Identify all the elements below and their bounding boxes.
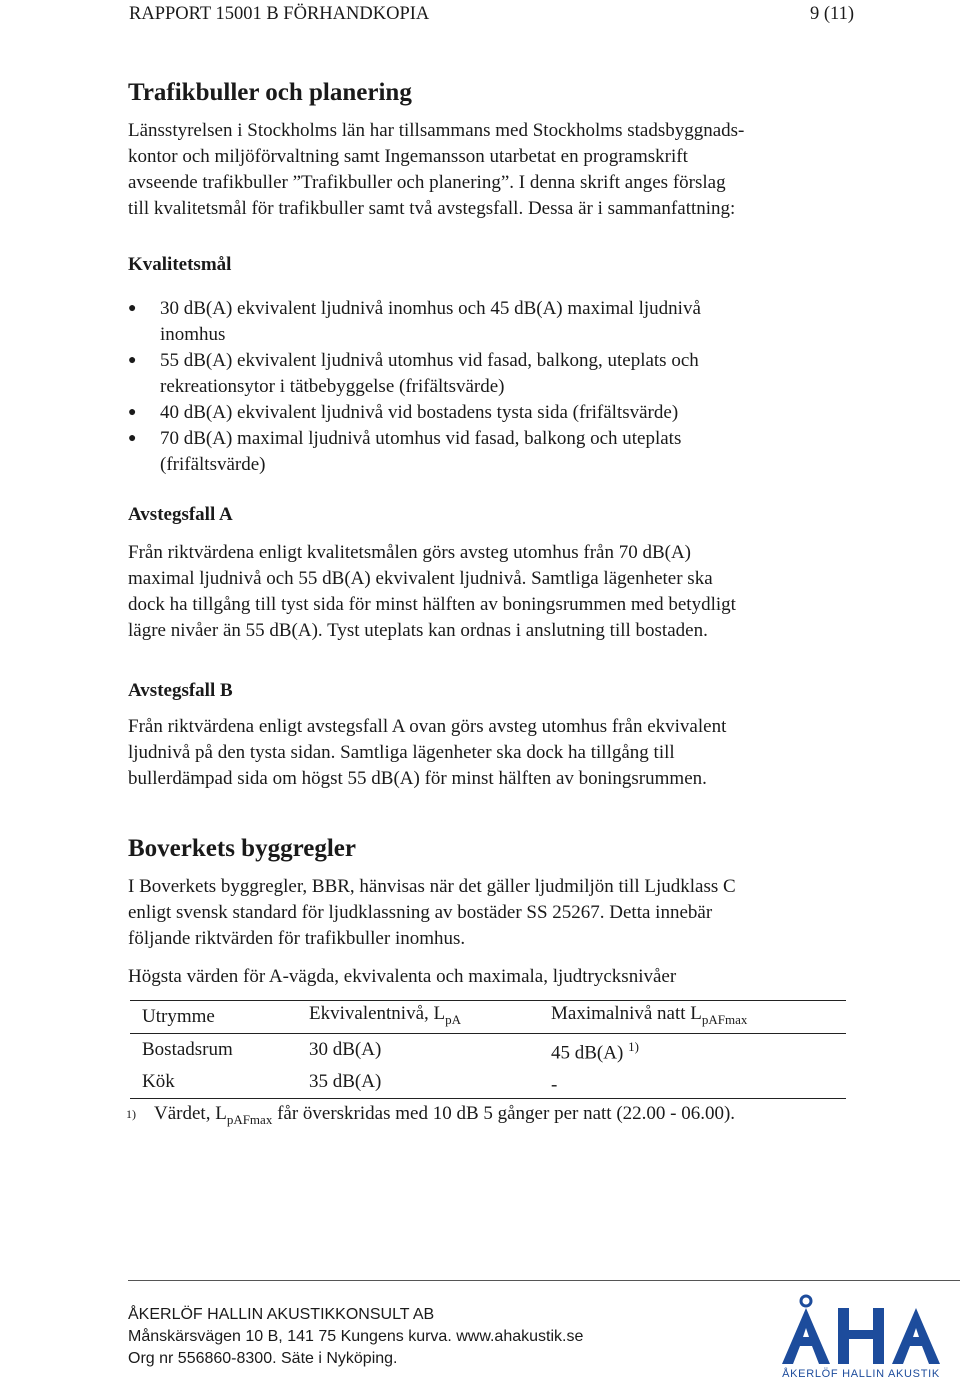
subheading-kvalitetsmal: Kvalitetsmål [128, 254, 232, 275]
intro-line: Länsstyrelsen i Stockholms län har tillsammans med Stockholms stadsbyggnads- [128, 120, 745, 141]
kvalitetsmal-list [128, 296, 858, 478]
table-row [130, 1033, 846, 1066]
aha-logo [766, 1292, 956, 1382]
cell-eq: 30 dB(A) [309, 1038, 382, 1060]
aha-logo-icon [766, 1292, 956, 1368]
avstegsfall-a-paragraph: Från riktvärdena enligt kvalitetsmålen görs avsteg utomhus från 70 dB(A) maximal ljudnivå och 55 dB(A) ekvivalent ljudnivå. Samtliga lägenheter ska dock ha tillgång till tyst sida för minst hälften av boningsrummen med betydligt lägre nivåer än 55 dB(A). Tyst uteplats kan ordnas i anslutning till bostaden. [128, 542, 736, 641]
company-org: Org nr 556860-8300. Säte i Nyköping. [128, 1350, 398, 1367]
cell-max: - [551, 1074, 558, 1096]
page-header [0, 4, 960, 28]
list-item: ● 30 dB(A) ekvivalent ljudnivå inomhus och 45 dB(A) maximal ljudnivå inomhus [128, 298, 701, 345]
logo-wordmark: ÅKERLÖF HALLIN AKUSTIK [782, 1368, 940, 1380]
avstegsfall-b-paragraph: Från riktvärdena enligt avstegsfall A ovan görs avsteg utomhus från ekvivalent ljudnivå på den tysta sidan. Samtliga lägenheter ska dock ha tillgång till bullerdämpad sida om högst 55 dB(A) för minst hälften av boningsrummen. [128, 716, 727, 789]
list-item: ● 70 dB(A) maximal ljudnivå utomhus vid fasad, balkong och uteplats (frifältsvärde) [128, 428, 682, 475]
column-header-maximal: Maximalnivå natt $L_{pAFmax}$ [551, 1003, 748, 1027]
page-content [128, 76, 858, 1133]
intro-line: kontor och miljöförvaltning samt Ingemansson utarbetat en programskrift [128, 146, 688, 167]
section-heading-trafikbuller: Trafikbuller och planering [128, 79, 412, 106]
bullet-icon: ● [128, 405, 137, 420]
table-footnote: $^{1)}$ Värdet, $L_{pAFmax}$ får överskridas med 10 dB 5 gånger per natt (22.00 - 06.00). [126, 1103, 736, 1128]
bullet-icon: ● [128, 353, 137, 368]
report-title: RAPPORT 15001 B FÖRHANDKOPIA [129, 4, 430, 24]
bullet-icon: ● [128, 301, 137, 316]
subheading-avstegsfall-a: Avstegsfall A [128, 504, 233, 525]
cell-room: Bostadsrum [142, 1038, 233, 1060]
column-header-utrymme: Utrymme [142, 1005, 215, 1027]
company-name: ÅKERLÖF HALLIN AKUSTIKKONSULT AB [128, 1306, 435, 1323]
subheading-avstegsfall-b: Avstegsfall B [128, 680, 233, 701]
list-item: ● 55 dB(A) ekvivalent ljudnivå utomhus vid fasad, balkong, uteplats och rekreationsytor i tätbebyggelse (frifältsvärde) [128, 350, 699, 397]
boverket-paragraph: I Boverkets byggregler, BBR, hänvisas när det gäller ljudmiljön till Ljudklass C enligt svensk standard för ljudklassning av bostäder SS 25267. Detta innebär följande riktvärden för trafikbuller inomhus. [128, 876, 736, 949]
footnote-mark: 1) [126, 1107, 136, 1122]
noise-level-table [130, 1000, 846, 1099]
page-number: 9 (11) [809, 4, 854, 24]
intro-paragraph [128, 118, 858, 222]
cell-max: 45 dB(A) $^{1)}$ [551, 1038, 639, 1064]
section-heading-boverket: Boverkets byggregler [128, 835, 356, 862]
footer-divider [128, 1280, 960, 1281]
table-row [130, 1066, 846, 1099]
page-footer [128, 1304, 583, 1370]
table-header-row [130, 1001, 846, 1034]
column-header-ekvivalent: Ekvivalentnivå, $L_{pA}$ [309, 1003, 462, 1027]
cell-room: Kök [142, 1071, 175, 1093]
list-item: ● 40 dB(A) ekvivalent ljudnivå vid bostadens tysta sida (frifältsvärde) [128, 400, 858, 426]
intro-line: avseende trafikbuller ”Trafikbuller och planering”. I denna skrift anges förslag [128, 172, 726, 193]
cell-eq: 35 dB(A) [309, 1071, 382, 1093]
table-caption: Högsta värden för A-vägda, ekvivalenta och maximala, ljudtrycksnivåer [128, 966, 677, 987]
intro-line: till kvalitetsmål för trafikbuller samt två avstegsfall. Dessa är i sammanfattning: [128, 198, 736, 219]
company-address: Månskärsvägen 10 B, 141 75 Kungens kurva. www.ahakustik.se [128, 1328, 584, 1345]
bullet-icon: ● [128, 431, 137, 446]
